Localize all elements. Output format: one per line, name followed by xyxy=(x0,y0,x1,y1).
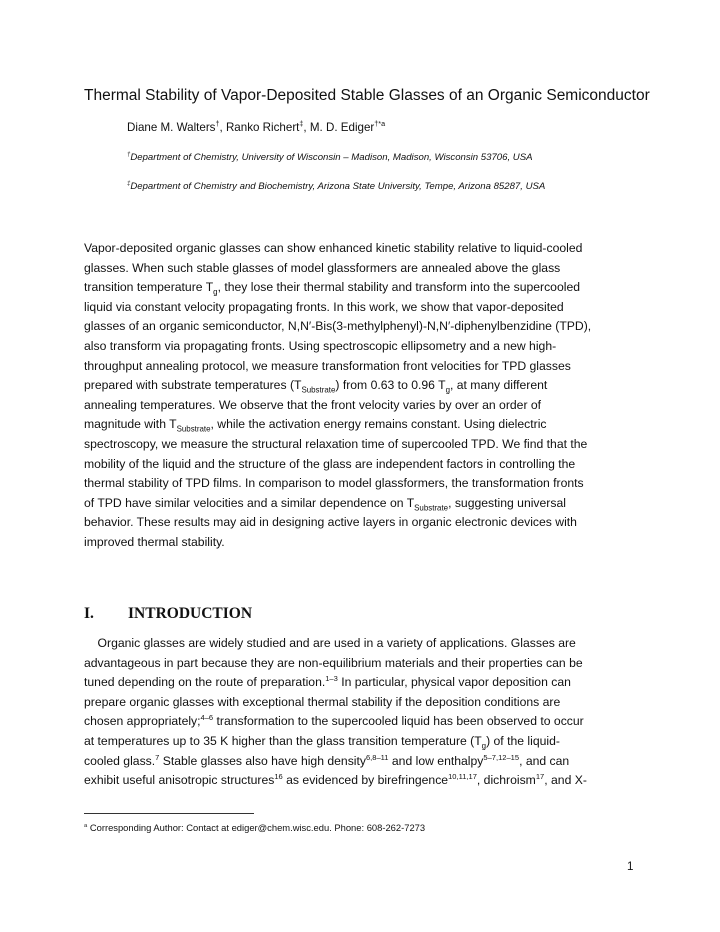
citation: 6,8–11 xyxy=(365,752,389,762)
intro-line: chosen appropriately;$^{4-6}$ transformation to the supercooled liquid has been observed to occur xyxy=(84,713,584,729)
page-number: 1 xyxy=(627,860,634,873)
abstract-line: magnitude with $T_{Substrate}$, while the activation energy remains constant. Using dielectric xyxy=(84,417,547,434)
citation: 17 xyxy=(535,772,545,782)
citation: 16 xyxy=(274,772,283,782)
abstract-line: of TPD have similar velocities and a similar dependence on $T_{Substrate}$, suggesting universal xyxy=(84,495,566,513)
author-mark: †*a xyxy=(374,119,386,129)
abstract-line: mobility of the liquid and the structure of the glass are independent factors in controlling the xyxy=(84,456,576,471)
intro-line: tuned depending on the route of preparation.$^{1-3}$ In particular, physical vapor deposition can xyxy=(84,674,571,690)
section-number: I. xyxy=(84,605,94,622)
citation: 4–6 xyxy=(200,713,214,723)
abstract-line: Vapor-deposited organic glasses can show enhanced kinetic stability relative to liquid-cooled xyxy=(84,241,583,255)
intro-line: prepare organic glasses with exceptional thermal stability if the deposition conditions are xyxy=(84,694,561,709)
author-name: M. D. Ediger xyxy=(309,121,375,134)
intro-line: advantageous in part because they are non-equilibrium materials and their properties can be xyxy=(84,655,583,670)
citation: 10,11,17 xyxy=(448,772,477,782)
intro-line: Organic glasses are widely studied and are used in a variety of applications. Glasses are xyxy=(97,636,576,650)
affiliation-text: Department of Chemistry and Biochemistry, Arizona State University, Tempe, Arizona 85287, USA xyxy=(130,181,546,192)
abstract-line: thermal stability of TPD films. In comparison to model glassformers, the transformation fronts xyxy=(84,476,584,491)
affiliation-arizona xyxy=(127,181,545,192)
footnote-divider xyxy=(84,813,254,814)
abstract-line: glasses. When such stable glasses of model glassformers are annealed above the glass xyxy=(84,260,561,275)
abstract-line: glasses of an organic semiconductor, N,N′-Bis(3-methylphenyl)-N,N′-diphenylbenzidine (TPD), xyxy=(84,319,592,334)
author-list: Diane M. Walters†, Ranko Richert‡, M. D. Ediger$^{\dagger*a}$ xyxy=(127,119,386,134)
abstract-line: also transform via propagating fronts. Using spectroscopic ellipsometry and a new high- xyxy=(84,338,557,353)
intro-line: exhibit useful anisotropic structures$^{16}$ as evidenced by birefringence$^{10,11,17}$, dichroism$^{17}$, and X- xyxy=(84,772,587,788)
author-mark: † xyxy=(215,119,220,129)
abstract-line: spectroscopy, we measure the structural relaxation time of supercooled TPD. We find that the xyxy=(84,436,588,451)
abstract-line: prepared with substrate temperatures $(T_{Substrate})$ from 0.63 to 0.96 $T_g$, at many different xyxy=(84,378,548,395)
affiliation-mark: † xyxy=(127,151,131,158)
author-name: Diane M. Walters xyxy=(127,121,216,134)
abstract-line: behavior. These results may aid in designing active layers in organic electronic devices with xyxy=(84,515,577,530)
introduction-text xyxy=(84,634,644,791)
section-heading xyxy=(84,605,252,623)
affiliation-wisconsin xyxy=(127,152,533,163)
footnote-mark: a xyxy=(84,822,88,829)
abstract-line: liquid via constant velocity propagating fronts. In this work, we show that vapor-deposited xyxy=(84,299,564,314)
abstract-line: throughput annealing protocol, we measure transformation front velocities for TPD glasses xyxy=(84,358,571,373)
intro-line: cooled glass.$^7$ Stable glasses also have high density$^{6,8-11}$ and low enthalpy$^{5-7,12-15}$, and can xyxy=(84,752,570,768)
footnote xyxy=(84,822,425,833)
citation: 1–3 xyxy=(325,674,338,684)
affiliation-text: Department of Chemistry, University of Wisconsin – Madison, Madison, Wisconsin 53706, USA xyxy=(130,152,533,163)
abstract-line: annealing temperatures. We observe that the front velocity varies by over an order of xyxy=(84,397,542,412)
paper-title: Thermal Stability of Vapor-Deposited Stable Glasses of an Organic Semiconductor xyxy=(84,87,650,104)
author-name: Ranko Richert xyxy=(225,121,300,134)
section-title: INTRODUCTION xyxy=(128,605,253,622)
citation: 5–7,12–15 xyxy=(483,752,520,762)
author-mark: ‡ xyxy=(299,119,304,129)
citation: 7 xyxy=(155,752,160,762)
abstract xyxy=(84,239,644,553)
affiliation-mark: ‡ xyxy=(127,180,131,187)
abstract-line: transition temperature $T_g$, they lose their thermal stability and transform into the supercooled xyxy=(84,280,581,297)
abstract-line: improved thermal stability. xyxy=(84,534,225,549)
footnote-text: Corresponding Author: Contact at ediger@chem.wisc.edu. Phone: 608-262-7273 xyxy=(87,822,426,833)
intro-line: at temperatures up to 35 K higher than the glass transition temperature $(T_g)$ of the liquid- xyxy=(84,733,560,751)
